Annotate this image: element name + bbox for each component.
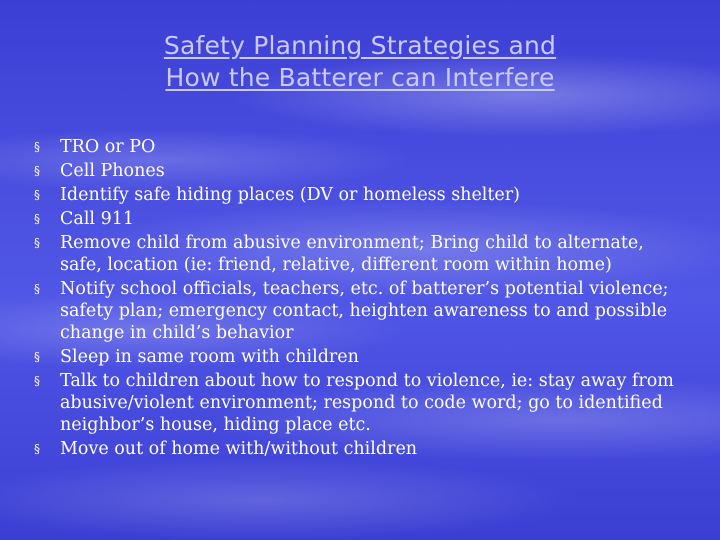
bullet-item: [34, 346, 674, 368]
bullet-item: [34, 184, 674, 206]
title-line-2: How the Batterer can Interfere: [165, 63, 555, 92]
bullet-text: Notify school officials, teachers, etc. of batterer’s potential violence; safety plan; emergency contact, heighten awareness to and possible change in child’s behavior: [60, 279, 669, 343]
bullet-marker-icon: §: [34, 442, 40, 456]
bullet-marker-icon: §: [34, 212, 40, 226]
bullet-marker-icon: §: [34, 140, 40, 154]
bullet-item: [34, 278, 674, 344]
bullet-text: Call 911: [60, 209, 134, 229]
bullet-text: Move out of home with/without children: [60, 439, 418, 459]
bullet-item: [34, 232, 674, 276]
bullet-item: [34, 136, 674, 158]
bullet-marker-icon: §: [34, 188, 40, 202]
bullet-item: [34, 208, 674, 230]
bullet-text: Talk to children about how to respond to violence, ie: stay away from abusive/violent environment; respond to code word; go to identified neighbor’s house, hiding place etc.: [60, 371, 674, 435]
bullet-text: Sleep in same room with children: [60, 347, 359, 367]
bullet-marker-icon: §: [34, 282, 40, 296]
bullet-text: TRO or PO: [60, 137, 156, 157]
bullet-marker-icon: §: [34, 350, 40, 364]
bullet-item: [34, 160, 674, 182]
bullet-item: [34, 438, 674, 460]
bullet-text: Cell Phones: [60, 161, 165, 181]
title-line-1: Safety Planning Strategies and: [163, 31, 557, 60]
slide-title: [0, 30, 720, 94]
bullet-marker-icon: §: [34, 236, 40, 250]
bullet-marker-icon: §: [34, 164, 40, 178]
bullet-list: [34, 136, 674, 462]
bullet-text: Identify safe hiding places (DV or homeless shelter): [60, 185, 520, 205]
bullet-item: [34, 370, 674, 436]
bullet-text: Remove child from abusive environment; Bring child to alternate, safe, location (ie: friend, relative, different room within home): [60, 233, 644, 275]
bullet-marker-icon: §: [34, 374, 40, 388]
